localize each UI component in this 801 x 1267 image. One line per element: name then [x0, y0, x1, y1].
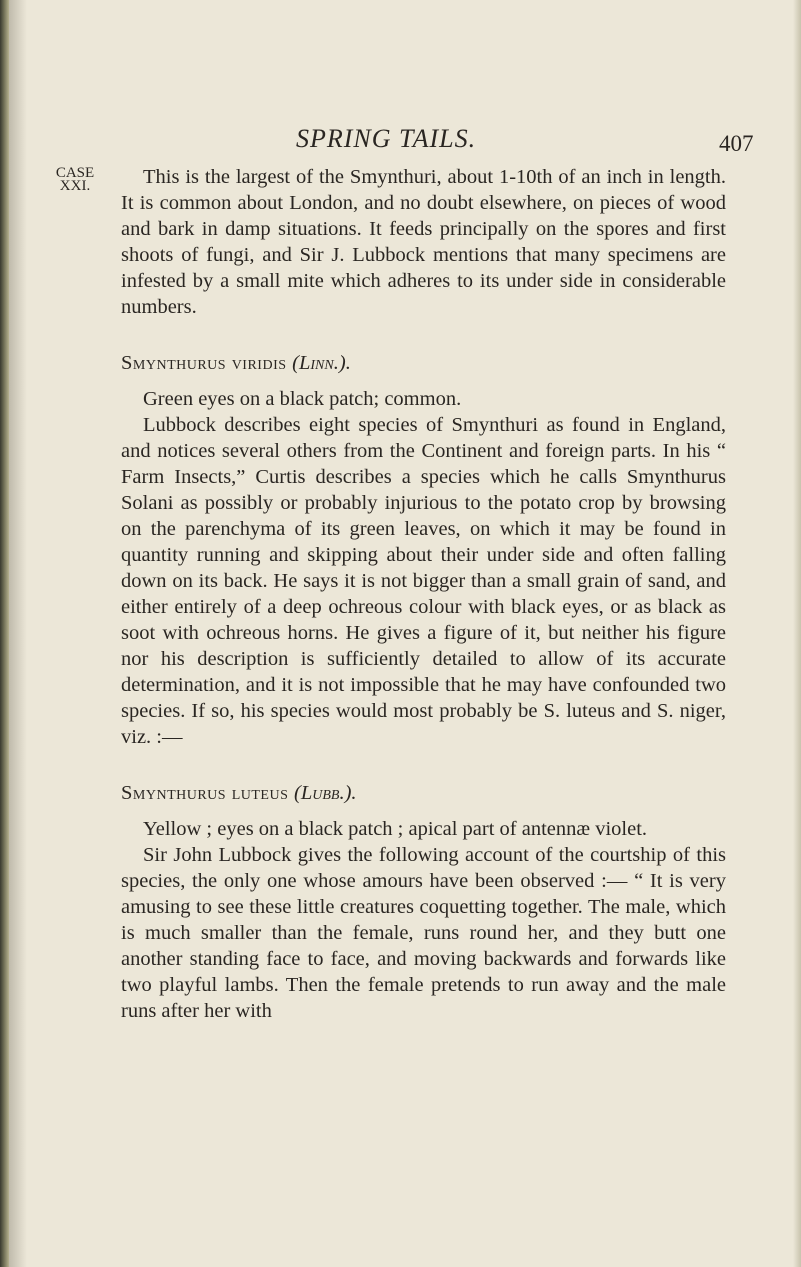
intro-paragraph: This is the largest of the Smynthuri, about 1-10th of an inch in length. It is common about London, and no doubt elsewhere, on pieces of wood and bark in damp situations. It feeds principally on the spores and first shoots of fungi, and Sir J. Lubbock mentions that many specimens are infested by a small mite which adheres to its under side in considerable numbers. — [121, 166, 726, 318]
margin-case-note — [54, 167, 96, 193]
page-number: 407 — [719, 131, 754, 156]
species-authority: (Linn.). — [292, 352, 351, 374]
species-description: Yellow ; eyes on a black patch ; apical part of antennæ violet. — [143, 818, 648, 840]
species-heading-luteus — [121, 780, 726, 806]
case-label: CASE — [55, 165, 95, 181]
viridis-paragraph: Lubbock describes eight species of Smynthuri as found in England, and notices several others from the Continent and foreign parts. In his “ Farm Insects,” Curtis describes a species which he calls Smynthurus Solani as possibly or probably injurious to the potato crop by browsing on the parenchyma of its green leaves, on which it may be found in quantity running and skipping about their under side and often falling down on its back. He says it is not bigger than a small grain of sand, and either entirely of a deep ochreous colour with black eyes, or as black as soot with ochreous horns. He gives a figure of it, but neither his figure nor his description is sufficiently detailed to allow of its accurate determination, and it is not impossible that he may have confounded two species. If so, his species would most probably be S. luteus and S. niger, viz. :— — [121, 414, 726, 748]
luteus-paragraph: Sir John Lubbock gives the following account of the courtship of this species, the only one whose amours have been observed :— “ It is very amusing to see these little creatures coquetting together. The male, which is much smaller than the female, runs round her, and they butt one another standing face to face, and moving backwards and forwards like two playful lambs. Then the female pretends to run away and the male runs after her with — [121, 844, 726, 1022]
species-authority: (Lubb.). — [294, 782, 357, 804]
species-heading-viridis — [121, 350, 726, 376]
gutter-shadow — [9, 0, 27, 1267]
page-edge — [793, 0, 801, 1267]
body-text — [121, 164, 726, 1024]
species-description: Green eyes on a black patch; common. — [143, 388, 462, 410]
species-name: Smynthurus viridis — [121, 352, 287, 374]
case-number: XXI. — [59, 178, 91, 194]
species-name: Smynthurus luteus — [121, 782, 289, 804]
running-title: SPRING TAILS. — [296, 124, 477, 153]
book-binding-edge — [0, 0, 9, 1267]
